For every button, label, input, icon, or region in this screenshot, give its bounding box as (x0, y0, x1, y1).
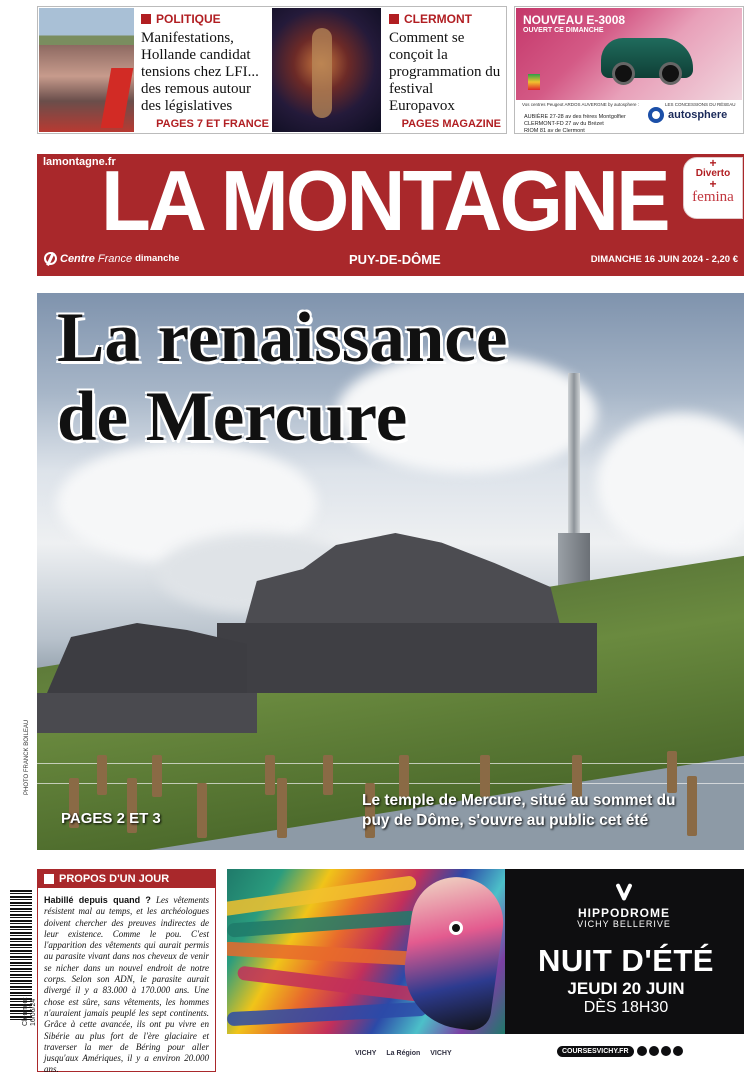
newspaper-title: LA MONTAGNE (101, 154, 668, 249)
teaser-pages: PAGES MAGAZINE (401, 118, 501, 130)
square-bullet-icon (44, 874, 54, 884)
photo-credit: PHOTO FRANCK BOILEAU (24, 719, 30, 795)
car-icon (601, 38, 693, 78)
partner-logo: VICHY (430, 1049, 452, 1057)
department-label: PUY-DE-DÔME (349, 252, 441, 267)
hero-photo[interactable] (37, 293, 744, 850)
teaser-text: Comment se conçoit la programmation du festival Europavox (389, 30, 501, 114)
ad-peugeot-concessions: LES CONCESSIONS DU RÉSEAU (665, 102, 736, 107)
supplement-femina: femina (692, 189, 734, 205)
site-url[interactable]: lamontagne.fr (43, 156, 116, 168)
barcode-date: 16/06/24 (30, 998, 37, 1026)
barcode-block (8, 886, 37, 1076)
autosphere-logo: autosphere (648, 107, 727, 123)
teaser-photo-protest (39, 8, 134, 132)
plus-icon: + (709, 156, 717, 170)
autosphere-icon (648, 107, 664, 123)
hippodrome-location: VICHY BELLERIVE (577, 919, 671, 929)
ad-peugeot-dealers: AUBIÈRE 27-28 av des frères Montgolfier CLERMONT-FD 27 av du Brézet RIOM 81 av de Clermont (524, 114, 626, 134)
social-icons (637, 1046, 683, 1056)
photo-caption: Le temple de Mercure, situé au sommet du puy de Dôme, s'ouvre au public cet été (362, 792, 676, 829)
propos-text: Les vêtements résistent mal au temps, et les archéologues doivent chercher des preuves indirectes de leur existence. Comme le pou. C'est l'apparition des vêtements qui aurait permis au parasite vivant dans nos cheveux de venir se nicher dans un nouvel endroit de notre corps. Selon son ADN, le parasite aurait divergé il y a 83.000 à 170.000 ans. Une chose est sûre, sans vêtements, les hommes n'auraient jamais peuplé les sept continents. Grâce à cette avancée, ils ont pu vivre en Sibérie au plus fort de l'ère glaciaire et traverser la mer de Béring pour aller jusqu'aux Amériques, il y a environ 20.000 ans. (44, 895, 210, 1075)
supplement-diverto: Diverto (695, 168, 731, 179)
ad-peugeot-title: NOUVEAU E-3008 (523, 13, 626, 27)
facebook-icon[interactable] (649, 1046, 659, 1056)
propos-body (38, 888, 215, 1076)
square-bullet-icon (389, 14, 399, 24)
propos-lead: Habillé depuis quand ? (44, 895, 151, 905)
partner-logo: VICHY (355, 1049, 377, 1057)
hippodrome-url[interactable]: COURSESVICHY.FR (557, 1046, 634, 1057)
propos-header: PROPOS D'UN JOUR (59, 873, 170, 885)
instagram-icon[interactable] (637, 1046, 647, 1056)
teaser-panel (37, 6, 507, 134)
hippodrome-name: HIPPODROME (577, 906, 670, 920)
ad-hippodrome[interactable] (227, 869, 744, 1072)
supplement-badge (683, 157, 743, 219)
headline-pages[interactable]: PAGES 2 ET 3 (61, 810, 161, 827)
ad-peugeot[interactable] (514, 6, 744, 134)
headline: La renaissance de Mercure (57, 299, 508, 456)
teaser-category: POLITIQUE (156, 12, 221, 26)
teaser-clermont[interactable] (389, 12, 501, 130)
hippodrome-logo-icon (612, 881, 636, 905)
ad-peugeot-subtitle: OUVERT CE DIMANCHE (523, 27, 604, 34)
teaser-politique[interactable] (141, 12, 269, 130)
horse-eye-icon (449, 921, 463, 935)
ad-peugeot-intro: Vos centres Peugeot ARDOS AUVERGNE by autosphere : (522, 102, 640, 107)
square-bullet-icon (141, 14, 151, 24)
plus-icon: + (709, 177, 717, 191)
linkedin-icon[interactable] (661, 1046, 671, 1056)
centre-france-icon (44, 252, 57, 265)
teaser-photo-performer (272, 8, 381, 132)
propos-column[interactable] (37, 869, 216, 1075)
youtube-icon[interactable] (673, 1046, 683, 1056)
masthead (37, 154, 744, 276)
event-date: JEUDI 20 JUIN (567, 979, 685, 998)
ad-peugeot-banner (516, 8, 742, 100)
issue-date-price: DIMANCHE 16 JUIN 2024 - 2,20 € (590, 254, 738, 265)
horse-artwork (227, 869, 505, 1034)
event-title: NUIT D'ÉTÉ (538, 943, 714, 978)
barcode-edition: Clermont (22, 997, 29, 1026)
teaser-category: CLERMONT (404, 12, 472, 26)
event-time: DÈS 18H30 (583, 999, 669, 1016)
teaser-pages: PAGES 7 ET FRANCE (156, 118, 269, 130)
teaser-text: Manifestations, Hollande candidat tensions chez LFI... des remous autour des législatives (141, 30, 259, 114)
centre-france-logo: Centre France dimanche (44, 252, 179, 265)
energy-label-icon (528, 74, 540, 90)
partner-logo: La Région (386, 1049, 421, 1057)
